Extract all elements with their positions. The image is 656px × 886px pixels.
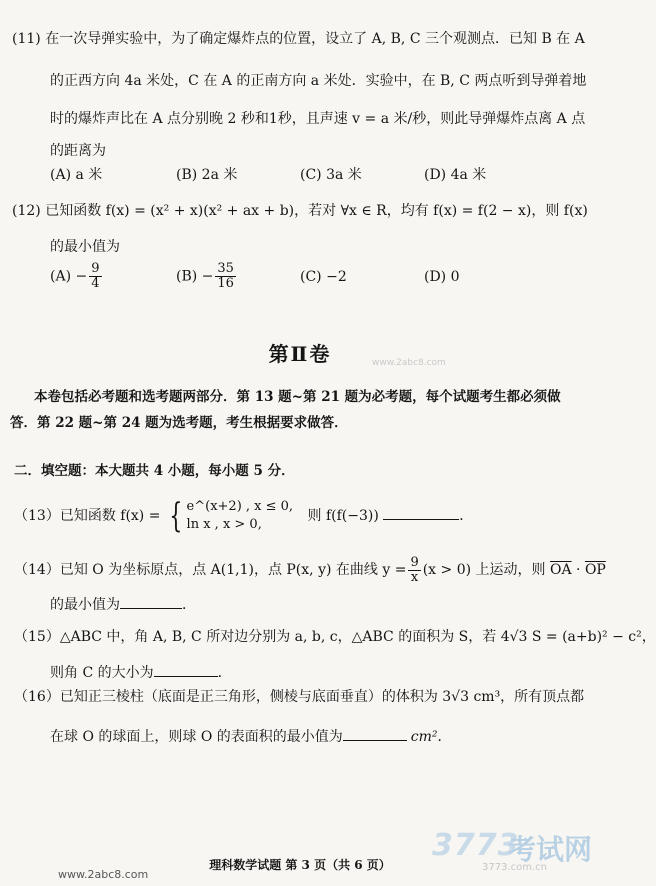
q13-suffix: 则 f(f(−3)) [307, 508, 384, 524]
q12-option-a-label: (A) − [50, 268, 88, 285]
q13-piece2: ln x , x > 0, [186, 517, 262, 532]
q16-period: ． [437, 729, 452, 745]
q11-line3: 时的爆炸声比在 A 点分别晚 2 秒和1秒，且声速 v = a 米/秒，则此导弹爆炸点离 A 点 [50, 111, 586, 127]
q14-line2-text: 的最小值为 [50, 597, 120, 613]
q11-option-b: (B) 2a 米 [176, 167, 238, 183]
q14-fraction-denominator: x [410, 569, 419, 585]
q12-option-b [176, 262, 238, 291]
logo-chinese: 考试网 [508, 833, 593, 866]
q12-option-b-label: (B) − [176, 268, 214, 285]
q12-line2: 的最小值为 [50, 239, 120, 255]
q14-fraction-numerator: 9 [410, 554, 419, 570]
watermark-top: www.2abc8.com [372, 358, 446, 368]
q13-piece1: e^(x+2) , x ≤ 0, [186, 499, 294, 514]
q12-option-b-fraction [215, 262, 236, 291]
q12-option-a [50, 262, 104, 291]
q11-option-c: (C) 3a 米 [300, 167, 362, 183]
intro-line2: 答．第 22 题~第 24 题为选考题，考生根据要求做答． [10, 415, 348, 431]
part2-heading: 二．填空题：本大题共 4 小题，每小题 5 分． [14, 463, 295, 479]
q16-line1: （16）已知正三棱柱（底面是正三角形，侧棱与底面垂直）的体积为 3√3 cm³，所有顶点都 [14, 689, 585, 705]
q15-answer-blank [154, 664, 218, 677]
section-title: 第Ⅱ卷 [268, 342, 332, 366]
q12-option-b-numerator: 35 [217, 261, 234, 276]
q14-vector-op: $\overline{OP}$ [584, 562, 606, 578]
q15-period: ． [217, 665, 232, 681]
q14-line2 [50, 596, 196, 614]
q11-option-d: (D) 4a 米 [424, 167, 487, 183]
q13-answer-blank [383, 507, 459, 520]
q12-line1: (12) 已知函数 f(x) = (x² + x)(x² + ax + b)，若对 ∀x ∈ R，均有 f(x) = f(2 − x)，则 f(x) [12, 203, 588, 219]
q12-option-b-denominator: 16 [217, 276, 234, 291]
q14-prefix: （14）已知 O 为坐标原点，点 A(1,1)，点 P(x, y) 在曲线 y = [14, 562, 407, 578]
logo-url: 3773.com.cn [482, 862, 547, 873]
q13-period: ． [459, 508, 474, 524]
q14-line1 [14, 552, 606, 588]
q15-line2-text: 则角 C 的大小为 [50, 665, 154, 681]
q12-option-a-denominator: 4 [91, 276, 100, 291]
q16-line2-text: 在球 O 的球面上，则球 O 的表面积的最小值为 [50, 729, 343, 745]
q13 [14, 496, 473, 536]
q11-line2: 的正西方向 4a 米处，C 在 A 的正南方向 a 米处．实验中，在 B, C 两点听到导弹着地 [50, 73, 587, 89]
q11-line4: 的距离为 [50, 143, 106, 159]
q12-option-a-fraction [89, 262, 101, 291]
page-footer: 理科数学试题 第 3 页（共 6 页） [209, 858, 391, 872]
q16-line2 [50, 728, 452, 746]
q14-dot: · [571, 562, 585, 578]
q14-period: ． [182, 597, 196, 613]
q12-option-a-numerator: 9 [91, 261, 100, 276]
q13-piecewise [187, 498, 294, 534]
q14-suffix: (x > 0) 上运动，则 [422, 562, 546, 578]
logo-number: 3773 [432, 828, 520, 863]
intro-line1: 本卷包括必考题和选考题两部分．第 13 题~第 21 题为必考题，每个试题考生都必须做 [34, 389, 561, 405]
q13-brace: { [169, 496, 183, 536]
q16-unit: cm² [410, 729, 438, 745]
q14-vector-oa: $\overline{OA}$ [549, 562, 572, 578]
q16-answer-blank [343, 728, 407, 741]
q15-line2 [50, 664, 232, 682]
q14-answer-blank [120, 596, 182, 609]
q11-option-a: (A) a 米 [50, 167, 103, 183]
q12-option-d: (D) 0 [424, 269, 460, 285]
q11-line1: (11) 在一次导弹实验中，为了确定爆炸点的位置，设立了 A, B, C 三个观测点．已知 B 在 A [12, 31, 585, 47]
q15-line1: （15）△ABC 中，角 A, B, C 所对边分别为 a, b, c，△ABC 的面积为 S，若 4√3 S = (a+b)² − c²， [14, 629, 656, 645]
watermark-bottom: www.2abc8.com [58, 868, 149, 881]
q12-option-c: (C) −2 [300, 269, 347, 285]
q13-prefix: （13）已知函数 f(x) = [14, 508, 165, 524]
q14-fraction [408, 556, 420, 585]
